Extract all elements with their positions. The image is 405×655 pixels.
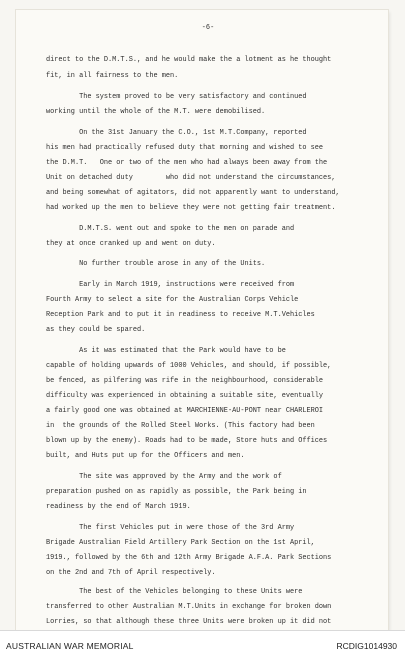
- text-line: transferred to other Australian M.T.Units in exchange for broken down: [46, 602, 332, 611]
- text-line: Reception Park and to put it in readiness to receive M.T.Vehicles: [46, 311, 315, 320]
- text-line: readiness by the end of March 1919.: [46, 503, 191, 512]
- footer-bar: [0, 630, 405, 655]
- text-line: built, and Huts put up for the Officers and men.: [46, 452, 245, 461]
- text-line: they at once cranked up and went on duty.: [46, 239, 216, 248]
- text-line: Lorries, so that although these three Units were broken up it did not: [46, 618, 332, 626]
- text-line: a fairly good one was obtained at MARCHIENNE-AU-PONT near CHARLEROI: [46, 407, 324, 416]
- text-line: Unit on detached duty who did not understand the circumstances,: [46, 173, 336, 182]
- text-line: be fenced, as pilfering was rife in the neighbourhood, considerable: [46, 377, 324, 385]
- text-line: The site was approved by the Army and the work of: [46, 473, 282, 481]
- text-line: Early in March 1919, instructions were received from: [46, 281, 295, 289]
- text-line: Fourth Army to select a site for the Australian Corps Vehicle: [46, 296, 299, 305]
- text-line: As it was estimated that the Park would have to be: [46, 346, 286, 355]
- text-line: as they could be spared.: [46, 326, 146, 335]
- text-line: No further trouble arose in any of the Units.: [46, 260, 266, 269]
- text-line: The system proved to be very satisfactory and continued: [46, 92, 307, 101]
- text-line: preparation pushed on as rapidly as possible, the Park being in: [46, 488, 307, 497]
- text-line: in the grounds of the Rolled Steel Works. (This factory had been: [46, 422, 315, 431]
- footer-source: AUSTRALIAN WAR MEMORIAL: [6, 641, 134, 651]
- text-line: On the 31st January the C.O., 1st M.T.Company, reported: [46, 128, 307, 137]
- text-line: direct to the D.M.T.S., and he would make the a lotment as he thought: [46, 56, 332, 64]
- text-line: working until the whole of the M.T. were demobilised.: [46, 107, 266, 116]
- text-line: on the 2nd and 7th of April respectively.: [46, 569, 216, 577]
- text-line: The first Vehicles put in were those of the 3rd Army: [46, 523, 295, 532]
- text-line: D.M.T.S. went out and spoke to the men on parade and: [46, 224, 295, 233]
- text-line: had worked up the men to believe they were not getting fair treatment.: [46, 203, 336, 212]
- text-line: fit, in all fairness to the men.: [46, 72, 179, 80]
- text-line: difficulty was experienced in obtaining a suitable site, eventually: [46, 392, 324, 401]
- text-line: Brigade Australian Field Artillery Park Section on the 1st April,: [46, 538, 315, 547]
- text-line: his men had practically refused duty that morning and wished to see: [46, 143, 324, 152]
- footer-reference: RCDIG1014930: [336, 641, 397, 651]
- document-page: [16, 10, 388, 630]
- text-line: 1919., followed by the 6th and 12th Army Brigade A.F.A. Park Sections: [46, 554, 332, 562]
- text-line: the D.M.T. One or two of the men who had always been away from the: [46, 158, 328, 167]
- page-number: -6-: [201, 24, 215, 32]
- text-line: and being somewhat of agitators, did not apparently want to understand,: [46, 188, 340, 197]
- text-line: The best of the Vehicles belonging to these Units were: [46, 587, 303, 596]
- text-line: capable of holding upwards of 1000 Vehicles, and should, if possible,: [46, 361, 332, 370]
- text-line: blown up by the enemy). Roads had to be made, Store huts and Offices: [46, 437, 328, 446]
